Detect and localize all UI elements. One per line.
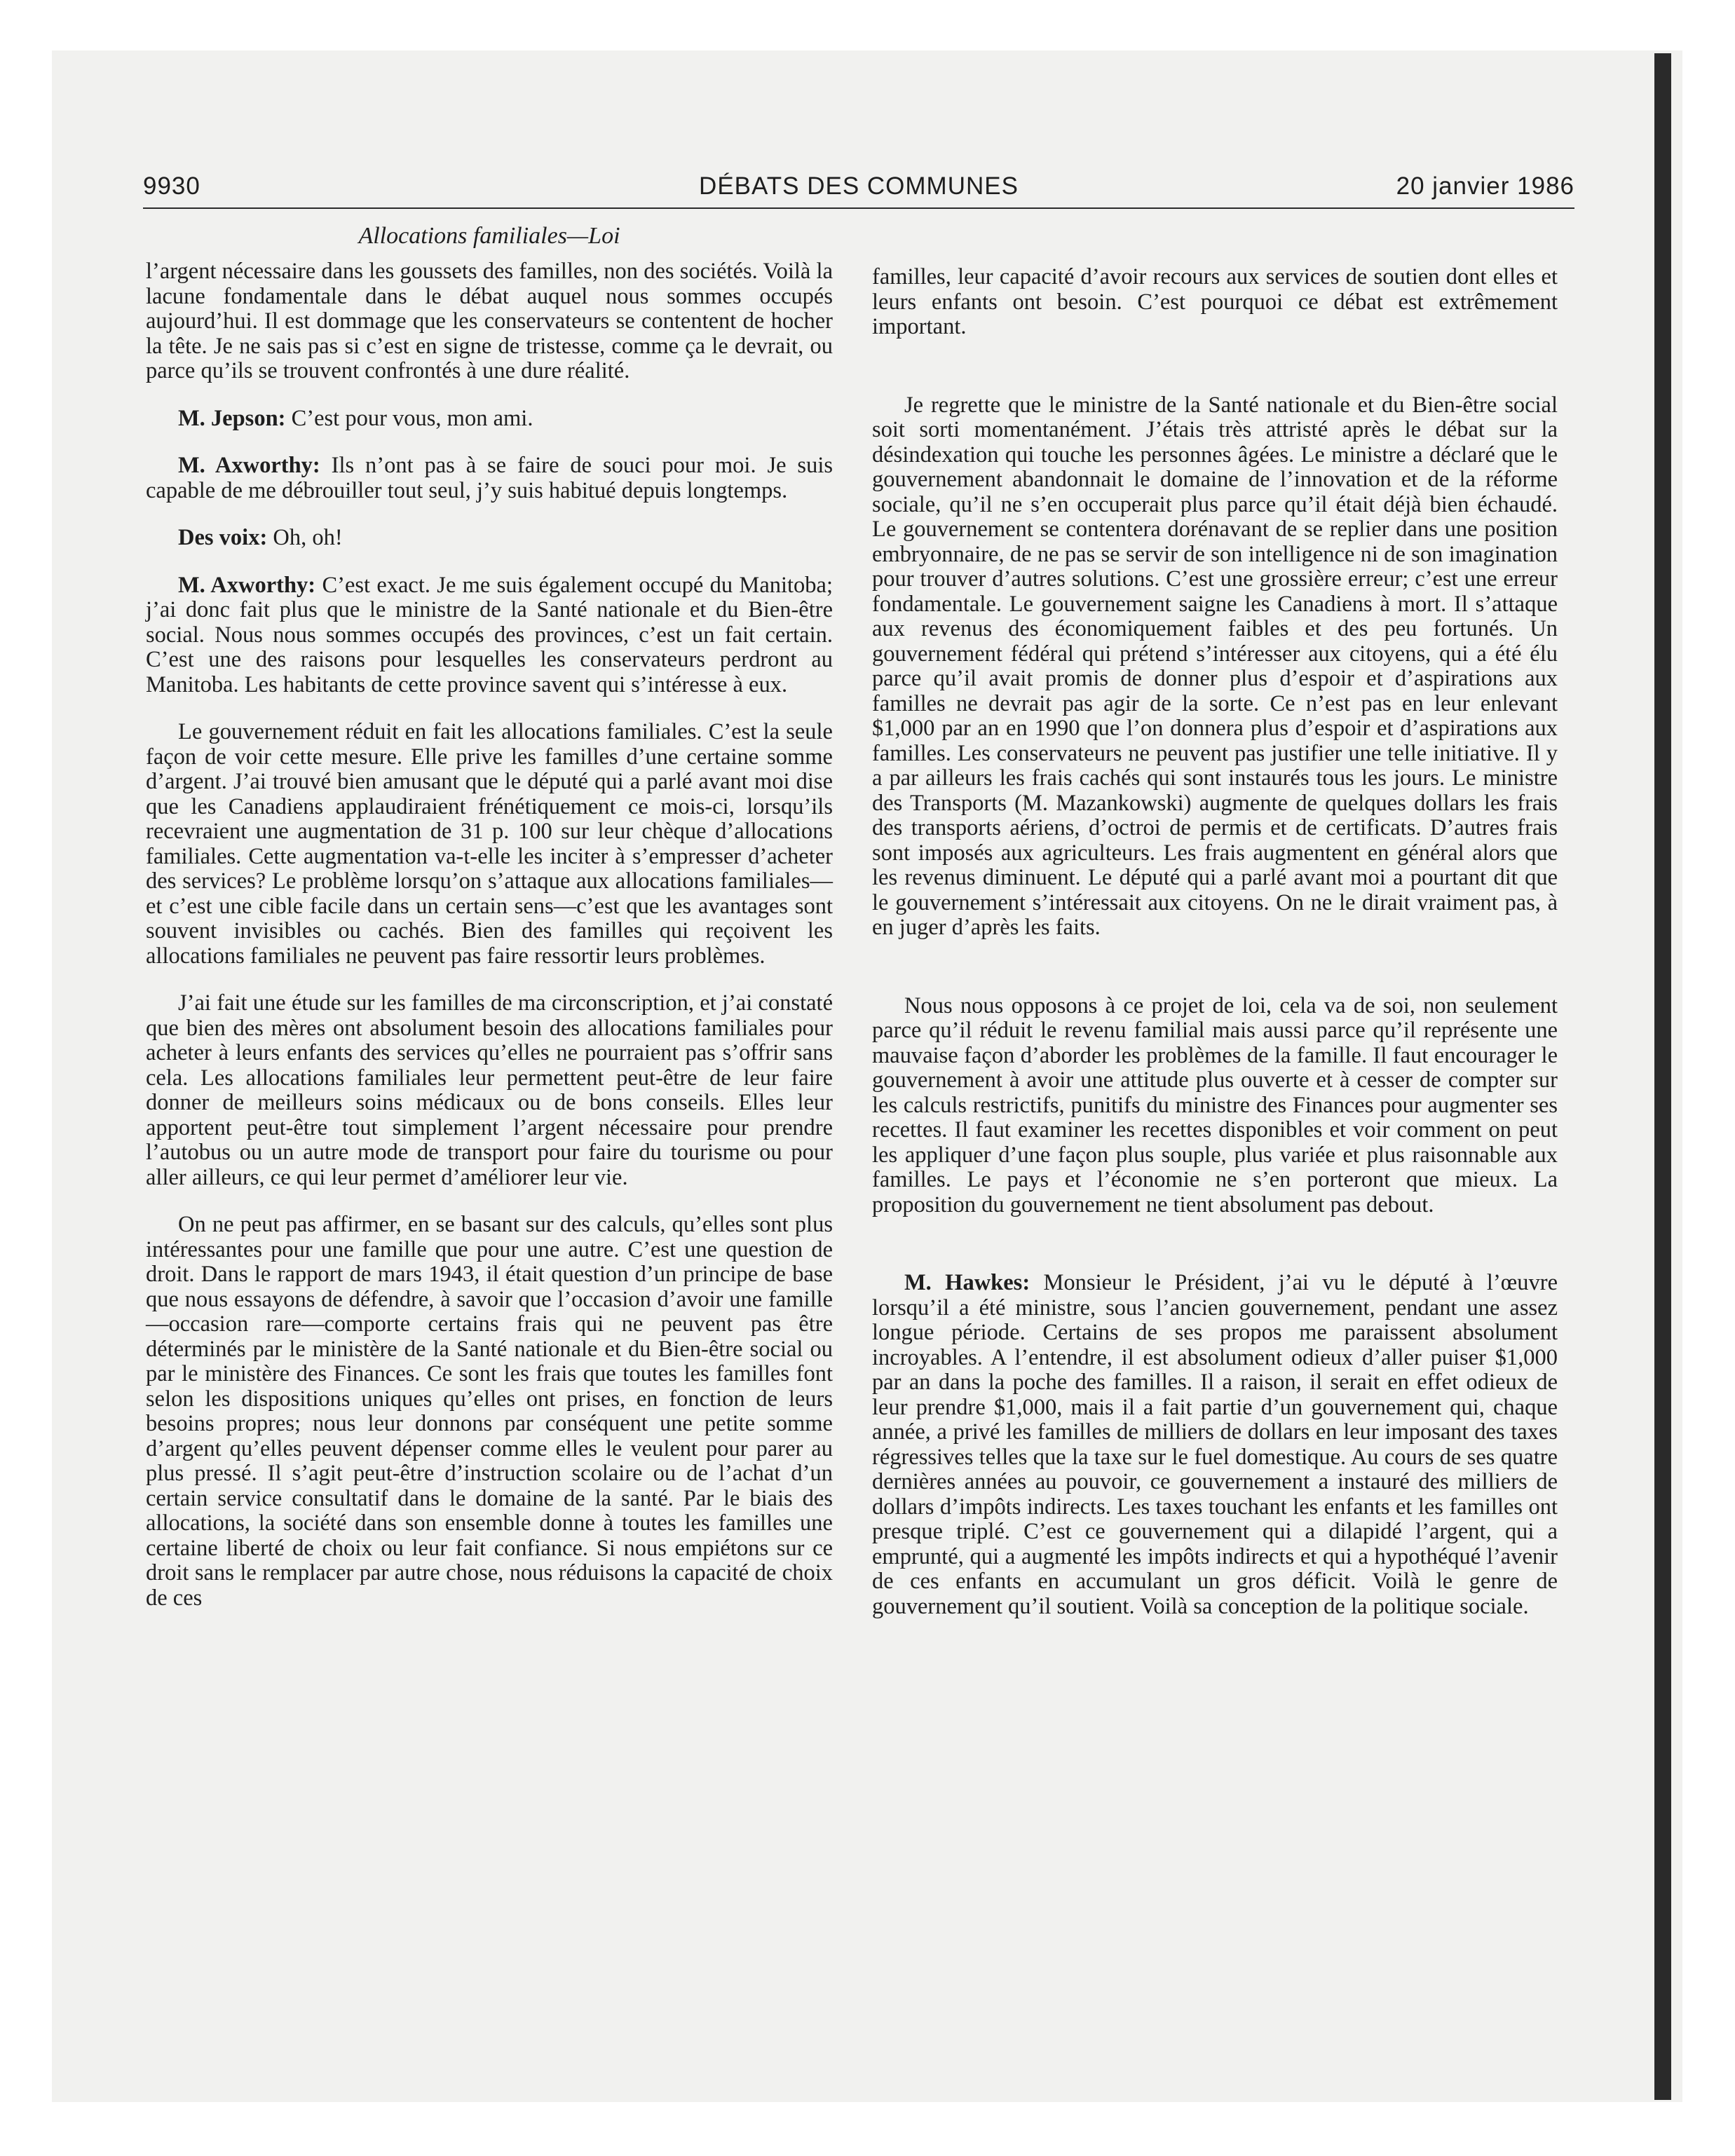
paragraph-text: l’argent nécessaire dans les goussets des familles, non des sociétés. Voilà la lacune fondamentale dans le débat auquel nous sommes occupés aujourd’hui. Il est dommage que les conservateurs se contentent de hocher la tête. Je ne sais pas si c’est en signe de tristesse, comme ça le devrait, ou parce qu’ils se trouvent confrontés à une dure réalité. — [146, 259, 833, 383]
running-title: Allocations familiales—Loi — [358, 223, 620, 249]
left-column — [146, 259, 833, 1611]
page-edge-shadow — [1654, 53, 1671, 2100]
paragraph — [872, 994, 1558, 1218]
speaker-name: M. Hawkes: — [904, 1270, 1030, 1295]
paragraph-text: Le gouvernement réduit en fait les allocations familiales. C’est la seule façon de voir cette mesure. Elle prive les familles d’une certaine somme d’argent. J’ai trouvé bien amusant que le député qui a parlé avant moi dise que les Canadiens applaudiraient frénétiquement ce mois-ci, lorsqu’ils recevraient une augmentation de 31 p. 100 sur leur chèque d’allocations familiales. Cette augmentation va-t-elle les inciter à s’empresser d’acheter des services? Le problème lorsqu’on s’attaque aux allocations familiales—et c’est une cible facile dans un certain sens—c’est que les avantages sont souvent invisibles ou cachés. Bien des familles qui reçoivent les allocations familiales ne peuvent pas faire ressortir leurs problèmes. — [146, 719, 833, 969]
paragraph — [872, 393, 1558, 941]
paragraph-text: familles, leur capacité d’avoir recours aux services de soutien dont elles et leurs enfants ont besoin. C’est pourquoi ce débat est extrêmement important. — [872, 264, 1558, 339]
paragraph-text: Je regrette que le ministre de la Santé nationale et du Bien-être social soit sorti momentanément. J’étais très attristé après le débat sur la désindexation qui touche les personnes âgées. Le ministre a déclaré que le gouvernement abandonnait le domaine de l’innovation et de la réforme sociale, qu’il ne s’en occuperait plus parce qu’il était déjà bien échaudé. Le gouvernement se contentera dorénavant de se replier dans une position embryonnaire, de ne pas se servir de son intelligence ni de son imagination pour trouver d’autres solutions. C’est une grossière erreur; c’est une erreur fondamentale. Le gouvernement saigne les Canadiens à mort. Il s’attaque aux revenus des économiquement faibles et des peu fortunés. Un gouvernement fédéral qui prétend s’intéresser aux citoyens, qui a été élu parce qu’il avait promis de donner plus d’espoir et d’aspirations aux familles ne devrait pas agir de la sorte. Ce n’est pas en leur enlevant $1,000 par an en 1990 que l’on donnera plus d’espoir et d’aspirations aux familles. Les conservateurs ne peuvent pas justifier une telle initiative. Il y a par ailleurs les frais cachés qui sont instaurés tous les jours. Le ministre des Transports (M. Mazankowski) augmente de quelques dollars les frais des transports aériens, d’octroi de permis et de certificats. D’autres frais sont imposés aux agriculteurs. Les frais augmentent en général alors que les revenus diminuent. Le député qui a parlé avant moi a pourtant dit que le gouvernement s’intéressait aux citoyens. On ne le dirait vraiment pas, à en juger d’après les faits. — [872, 392, 1558, 940]
paragraph-text: C’est pour vous, mon ami. — [291, 405, 533, 431]
paragraph-text: C’est exact. Je me suis également occupé du Manitoba; j’ai donc fait plus que le ministre de la Santé nationale et du Bien-être social. Nous nous sommes occupés des provinces, c’est un fait certain. C’est une des raisons pour lesquelles les conservateurs perdront au Manitoba. Les habitants de cette province savent qui s’intéresse à eux. — [146, 572, 834, 697]
paragraph — [146, 407, 833, 432]
publication-title: DÉBATS DES COMMUNES — [699, 172, 1019, 200]
paragraph — [872, 265, 1558, 340]
paragraph — [872, 1271, 1558, 1619]
paragraph-text: Nous nous opposons à ce projet de loi, cela va de soi, non seulement parce qu’il réduit le revenu familial mais aussi parce qu’il représente une mauvaise façon d’aborder les problèmes de la famille. Il faut encourager le gouvernement à avoir une attitude plus ouverte et à cesser de compter sur les calculs restrictifs, punitifs du ministre des Finances pour augmenter ses recettes. Il faut examiner les recettes disponibles et voir comment on peut les appliquer d’une façon plus souple, plus variée et plus raisonnable aux familles. Le pays et l’économie ne s’en porteront que mieux. La proposition du gouvernement ne tient absolument pas debout. — [872, 992, 1558, 1217]
paragraph — [146, 1213, 833, 1611]
paragraph — [146, 259, 833, 384]
page-date: 20 janvier 1986 — [1396, 172, 1574, 200]
paragraph-text: On ne peut pas affirmer, en se basant sur des calculs, qu’elles sont plus intéressantes pour une famille que pour une autre. C’est une question de droit. Dans le rapport de mars 1943, il était question d’un principe de base que nous essayons de défendre, à savoir que l’occasion d’avoir une famille—occasion rare—comporte certains frais qui ne peuvent pas être déterminés par le ministère de la Santé nationale et du Bien-être social ou par le ministère des Finances. Ce sont les frais que toutes les familles font selon les dispositions uniques qu’elles ont prises, en fonction de leurs besoins propres; nous leur donnons par conséquent une petite somme d’argent qu’elles peuvent dépenser comme elles le veulent pour parer au plus pressé. Il s’agit peut-être d’instruction scolaire ou de l’achat d’un certain service consultatif dans le domaine de la santé. Par le biais des allocations, la société dans son ensemble donne à toutes les familles une certaine liberté de choix ou leur fait confiance. Si nous empiétons sur ce droit sans le remplacer par autre chose, nous réduisons la capacité de choix de ces — [146, 1212, 833, 1611]
page-header — [143, 168, 1574, 209]
paragraph-text: J’ai fait une étude sur les familles de ma circonscription, et j’ai constaté que bien des mères ont absolument besoin des allocations familiales pour acheter à leurs enfants des services qu’elles ne pourraient pas s’offrir sans cela. Les allocations familiales leur permettent peut-être de leur faire donner de meilleurs soins médicaux ou de bons conseils. Elles leur apportent peut-être tout simplement l’argent nécessaire pour prendre l’autobus ou un autre mode de transport pour faire du tourisme ou pour aller ailleurs, ce qui leur permet d’améliorer leur vie. — [146, 990, 833, 1190]
speaker-name: Des voix: — [178, 525, 268, 550]
speaker-name: M. Axworthy: — [178, 572, 316, 598]
speaker-name: M. Jepson: — [178, 405, 286, 431]
paragraph — [146, 720, 833, 969]
paragraph-text: Oh, oh! — [273, 525, 343, 550]
paragraph-text: Monsieur le Président, j’ai vu le député à l’œuvre lorsqu’il a été ministre, sous l’ancien gouvernement, pendant une assez longue période. Certains de ses propos me paraissent absolument incroyables. A l’entendre, il est absolument odieux d’aller puiser $1,000 par an dans la poche des familles. Il a raison, il serait en effet odieux de leur prendre $1,000, mais il a fait partie d’un gouvernement qui, chaque année, a privé les familles de milliers de dollars en leur imposant des taxes régressives telles que la taxe sur le fuel domestique. Au cours de ses quatre dernières années au pouvoir, ce gouvernement a instauré des milliers de dollars d’impôts indirects. Les taxes touchant les enfants et les familles ont presque triplé. C’est ce gouvernement qui a dilapidé l’argent, qui a emprunté, qui a augmenté les impôts indirects et qui a hypothéqué l’avenir de ces enfants en accumulant un gros déficit. Voilà le genre de gouvernement qu’il soutient. Voilà sa conception de la politique sociale. — [872, 1270, 1558, 1619]
paragraph — [146, 991, 833, 1190]
paragraph — [146, 573, 833, 698]
paragraph — [146, 453, 833, 503]
paragraph — [146, 526, 833, 551]
page-number: 9930 — [143, 172, 200, 200]
speaker-name: M. Axworthy: — [178, 453, 320, 478]
paragraph-text: Ils n’ont pas à se faire de souci pour moi. Je suis capable de me débrouiller tout seul, j’y suis habitué depuis longtemps. — [146, 453, 833, 503]
right-column — [872, 265, 1558, 1619]
